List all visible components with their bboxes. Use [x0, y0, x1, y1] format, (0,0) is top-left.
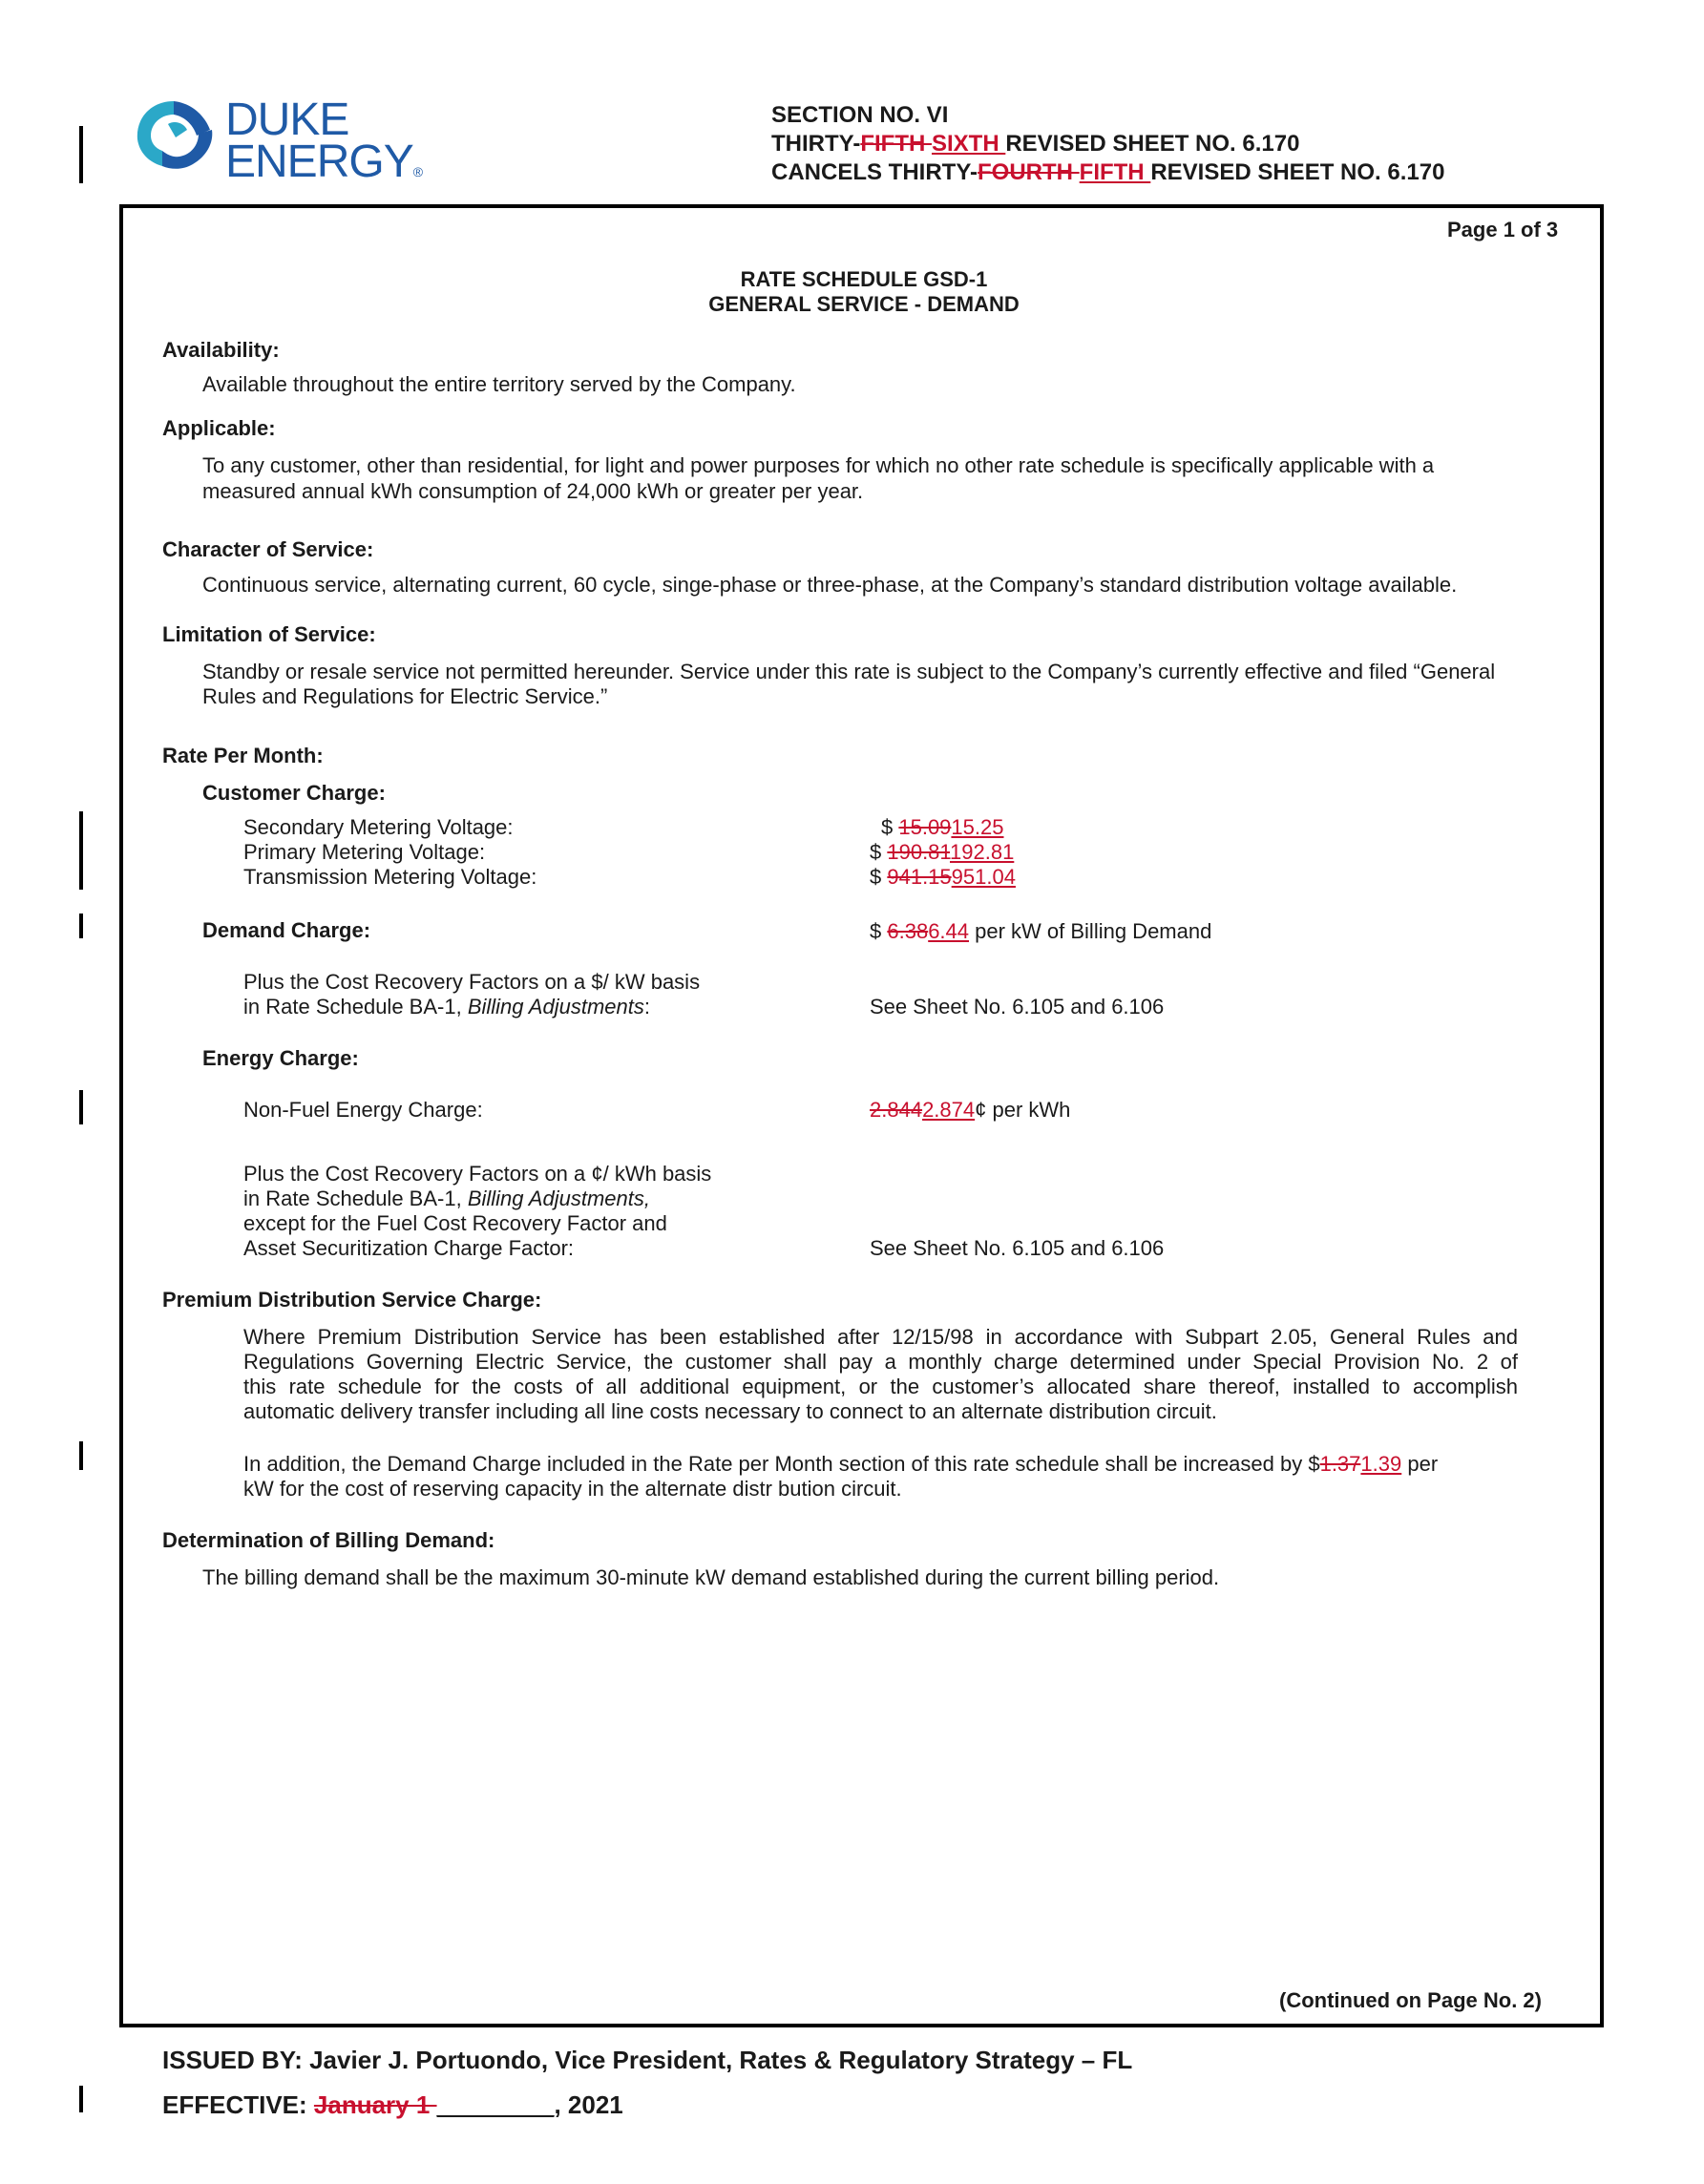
energy-plus-line1: Plus the Cost Recovery Factors on a ¢/ kWh basis: [243, 1162, 712, 1186]
logo-wordmark: [225, 94, 424, 193]
demand-charge-value: $ 6.386.44 per kW of Billing Demand: [870, 919, 1212, 943]
deleted-text: 941.15: [887, 865, 952, 889]
character-text: Continuous service, alternating current, 60 cycle, singe-phase or three-phase, at the Company’s standard distribution voltage available.: [202, 573, 1458, 597]
customer-charge-heading: Customer Charge:: [202, 781, 386, 805]
inserted-text: 1.39: [1360, 1452, 1402, 1476]
nonfuel-energy-label: Non-Fuel Energy Charge:: [243, 1098, 483, 1122]
premium-heading: Premium Distribution Service Charge:: [162, 1288, 542, 1312]
deleted-text: FOURTH: [978, 159, 1080, 185]
nonfuel-energy-value: 2.8442.874¢ per kWh: [870, 1098, 1071, 1122]
change-bar: [79, 811, 83, 890]
transmission-metering-value: $ 941.15951.04: [870, 865, 1016, 889]
transmission-metering-label: Transmission Metering Voltage:: [243, 865, 537, 889]
change-bar: [79, 914, 83, 938]
change-bar: [79, 2086, 83, 2112]
continued-note: (Continued on Page No. 2): [1279, 1988, 1542, 2012]
limitation-line1: Standby or resale service not permitted hereunder. Service under this rate is subject to the Company’s currently effective and filed “General: [202, 660, 1496, 683]
deleted-text: January 1: [313, 2090, 437, 2119]
logo-line1: DUKE: [225, 94, 349, 145]
primary-metering-label: Primary Metering Voltage:: [243, 840, 486, 864]
deleted-text: 190.81: [887, 840, 951, 864]
secondary-metering-value: $ 15.0915.25: [881, 815, 1004, 839]
title-line1: RATE SCHEDULE GSD-1: [740, 267, 988, 291]
deleted-text: 1.37: [1319, 1452, 1361, 1476]
deleted-text: 15.09: [898, 815, 952, 839]
premium-p1-line4: automatic delivery transfer including all line costs necessary to connect to an alternate distribution circuit.: [243, 1399, 1217, 1423]
rate-heading: Rate Per Month:: [162, 744, 324, 767]
deleted-text: FIFTH: [860, 131, 932, 157]
inserted-text: FIFTH: [1079, 159, 1151, 185]
issued-by: ISSUED BY: Javier J. Portuondo, Vice President, Rates & Regulatory Strategy – FL: [162, 2046, 1133, 2074]
change-bar: [79, 1441, 83, 1470]
applicable-line2: measured annual kWh consumption of 24,000 kWh or greater per year.: [202, 479, 864, 503]
revised-sheet-line: THIRTY-FIFTH SIXTH REVISED SHEET NO. 6.170: [771, 131, 1300, 157]
demand-plus-line1: Plus the Cost Recovery Factors on a $/ kW basis: [243, 970, 701, 994]
secondary-metering-label: Secondary Metering Voltage:: [243, 815, 514, 839]
inserted-text: ______ __: [436, 2090, 555, 2119]
billing-demand-text: The billing demand shall be the maximum 30-minute kW demand established during the current billing period.: [202, 1565, 1220, 1589]
demand-charge-heading: Demand Charge:: [202, 918, 371, 942]
primary-metering-value: $ 190.81192.81: [870, 840, 1015, 864]
inserted-text: 6.44: [928, 919, 970, 943]
inserted-text: 2.874: [922, 1098, 976, 1122]
inserted-text: SIXTH: [931, 131, 1006, 157]
deleted-text: 2.844: [870, 1098, 923, 1122]
effective-date: EFFECTIVE: January 1 ______ __, 2021: [162, 2090, 623, 2119]
document-title: [515, 267, 1212, 317]
billing-demand-heading: Determination of Billing Demand:: [162, 1528, 495, 1552]
premium-p1-line1: Where Premium Distribution Service has been established after 12/15/98 in accordance with Subpart 2.05, General Rules and: [243, 1325, 1518, 1349]
logo-line2: ENERGY®: [225, 136, 424, 187]
cancels-sheet-line: CANCELS THIRTY-FOURTH FIFTH REVISED SHEET NO. 6.170: [771, 159, 1445, 185]
inserted-text: 951.04: [951, 865, 1016, 889]
applicable-heading: Applicable:: [162, 416, 276, 440]
duke-energy-logo-icon: [130, 95, 218, 187]
limitation-line2: Rules and Regulations for Electric Service.”: [202, 684, 608, 708]
premium-p2-line1: In addition, the Demand Charge included in the Rate per Month section of this rate schedule shall be increased by $1.371.39 per: [243, 1452, 1439, 1476]
energy-plus-line4: Asset Securitization Charge Factor:: [243, 1236, 575, 1260]
availability-text: Available throughout the entire territory served by the Company.: [202, 372, 796, 396]
deleted-text: 6.38: [887, 919, 929, 943]
premium-p1-line2: Regulations Governing Electric Service, the customer shall pay a monthly charge determined under Special Provision No. 2 of: [243, 1350, 1518, 1374]
page-label: Page 1 of 3: [1447, 218, 1559, 242]
availability-heading: Availability:: [162, 338, 280, 362]
demand-see-sheet: See Sheet No. 6.105 and 6.106: [870, 995, 1165, 1018]
limitation-heading: Limitation of Service:: [162, 622, 376, 646]
premium-p2-line2: kW for the cost of reserving capacity in the alternate distr bution circuit.: [243, 1477, 902, 1501]
energy-see-sheet: See Sheet No. 6.105 and 6.106: [870, 1236, 1165, 1260]
inserted-text: 192.81: [950, 840, 1015, 864]
inserted-text: 15.25: [951, 815, 1004, 839]
premium-p1-line3: this rate schedule for the costs of all additional equipment, or the customer’s allocated share thereof, installed to accomplish: [243, 1375, 1518, 1398]
sheet-header: [771, 101, 1444, 187]
change-bar: [79, 1090, 83, 1124]
character-heading: Character of Service:: [162, 537, 374, 561]
energy-plus-line3: except for the Fuel Cost Recovery Factor and: [243, 1211, 667, 1235]
title-line2: GENERAL SERVICE - DEMAND: [708, 292, 1020, 316]
demand-plus-line2: in Rate Schedule BA-1, Billing Adjustments:: [243, 995, 650, 1018]
change-bar: [79, 126, 83, 183]
energy-charge-heading: Energy Charge:: [202, 1046, 359, 1070]
section-number: SECTION NO. VI: [771, 102, 949, 128]
registered-mark: ®: [412, 164, 424, 179]
applicable-line1: To any customer, other than residential, for light and power purposes for which no other rate schedule is specifically applicable with a: [202, 453, 1435, 477]
energy-plus-line2: in Rate Schedule BA-1, Billing Adjustments,: [243, 1186, 650, 1210]
